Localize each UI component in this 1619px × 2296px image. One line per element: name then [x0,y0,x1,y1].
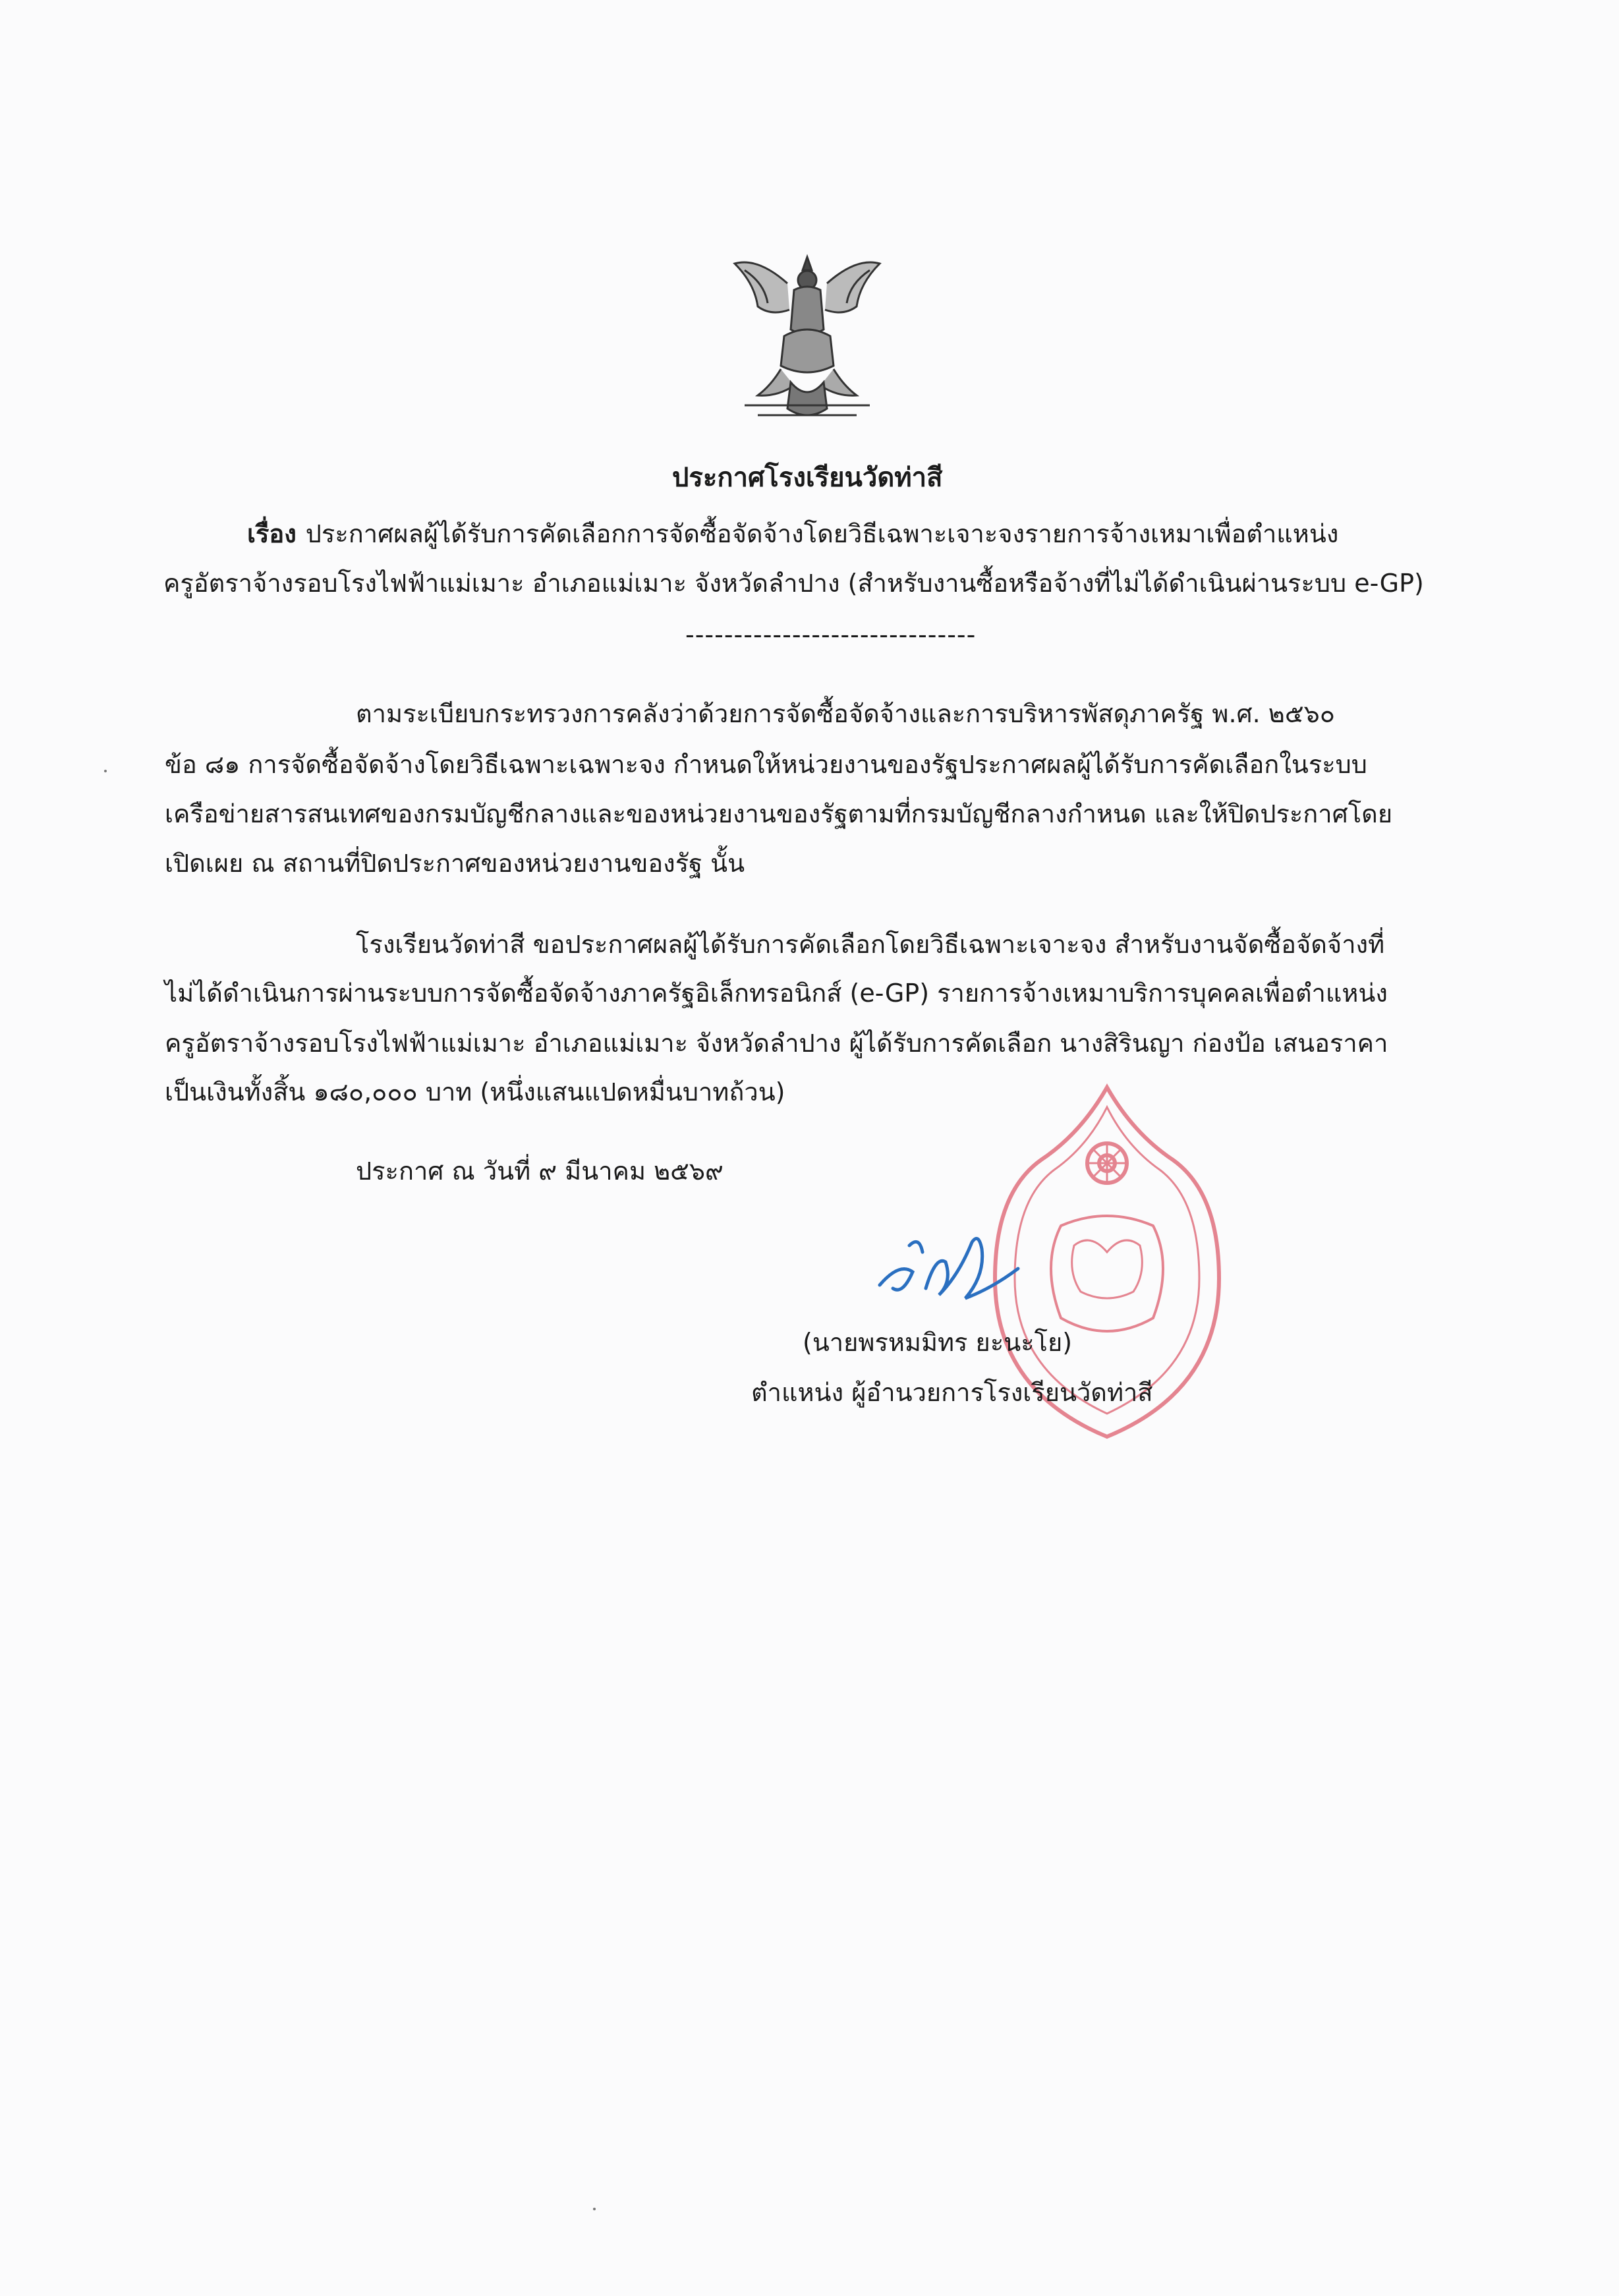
handwritten-signature [873,1222,1031,1315]
subject-label: เรื่อง [247,519,297,548]
paper-speck [104,770,107,772]
paper-speck [593,2208,596,2210]
paragraph-1-line-3: เครือข่ายสารสนเทศของกรมบัญชีกลางและของหน่วยงานของรัฐตามที่กรมบัญชีกลางกำหนด และให้ปิดประกาศโดย [165,799,1393,828]
signatory-name: (นายพรหมมิทร ยะนะโย) [803,1328,1073,1357]
header-separator: ------------------------------ [685,620,977,649]
signatory-position: ตำแหน่ง ผู้อำนวยการโรงเรียนวัดท่าสี [751,1378,1153,1407]
document-title: ประกาศโรงเรียนวัดท่าสี [672,463,943,493]
subject-line-1 [247,517,1338,550]
paragraph-2-line-2: ไม่ได้ดำเนินการผ่านระบบการจัดซื้อจัดจ้างภาครัฐอิเล็กทรอนิกส์ (e-GP) รายการจ้างเหมาบริการบุคคลเพื่อตำแหน่ง [165,979,1388,1008]
paragraph-2-line-4: เป็นเงินทั้งสิ้น ๑๘๐,๐๐๐ บาท (หนึ่งแสนแปดหมื่นบาทถ้วน) [165,1077,785,1106]
paragraph-1-line-1: ตามระเบียบกระทรวงการคลังว่าด้วยการจัดซื้อจัดจ้างและการบริหารพัสดุภาครัฐ พ.ศ. ๒๕๖๐ [356,699,1335,728]
paragraph-2-line-3: ครูอัตราจ้างรอบโรงไฟฟ้าแม่เมาะ อำเภอแม่เมาะ จังหวัดลำปาง ผู้ได้รับการคัดเลือก นางสิรินญา ก่องป้อ เสนอราคา [165,1029,1388,1058]
garuda-emblem-icon [718,244,896,428]
paragraph-1-line-4: เปิดเผย ณ สถานที่ปิดประกาศของหน่วยงานของรัฐ นั้น [165,849,745,878]
paragraph-1-line-2: ข้อ ๘๑ การจัดซื้อจัดจ้างโดยวิธีเฉพาะเฉพาะจง กำหนดให้หน่วยงานของรัฐประกาศผลผู้ได้รับการคัดเลือกในระบบ [165,750,1367,779]
subject-text-1: ประกาศผลผู้ได้รับการคัดเลือกการจัดซื้อจัดจ้างโดยวิธีเฉพาะเจาะจงรายการจ้างเหมาเพื่อตำแหน่ง [305,519,1339,548]
subject-line-2: ครูอัตราจ้างรอบโรงไฟฟ้าแม่เมาะ อำเภอแม่เมาะ จังหวัดลำปาง (สำหรับงานซื้อหรือจ้างที่ไม่ได้ดำเนินผ่านระบบ e-GP) [163,569,1424,598]
announce-date: ประกาศ ณ วันที่ ๙ มีนาคม ๒๕๖๙ [356,1157,724,1186]
paragraph-2-line-1: โรงเรียนวัดท่าสี ขอประกาศผลผู้ได้รับการคัดเลือกโดยวิธีเฉพาะเจาะจง สำหรับงานจัดซื้อจัดจ้างที่ [356,930,1385,959]
